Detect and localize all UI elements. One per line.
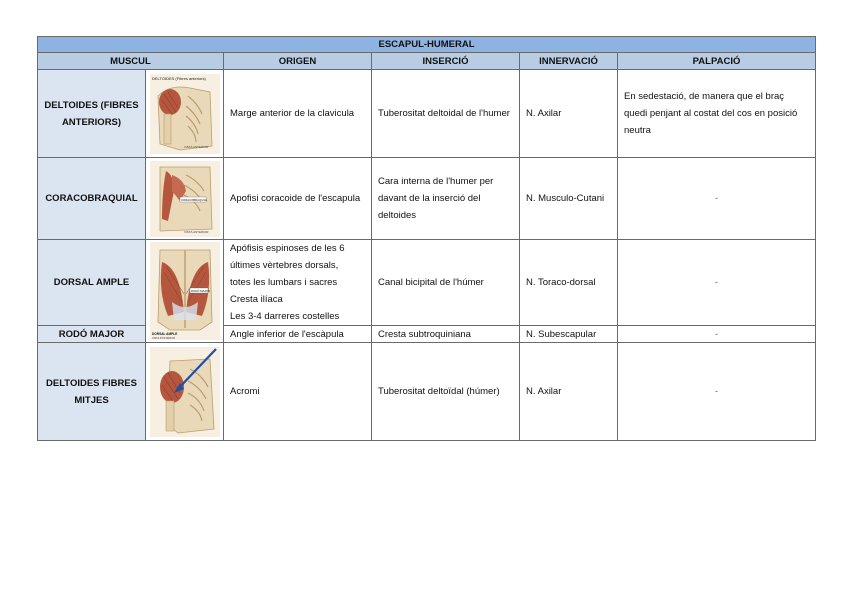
insercio-cell: Canal bicipital de l'húmer (372, 240, 520, 326)
innervacio-cell: N. Toraco-dorsal (520, 240, 618, 326)
palpacio-cell: - (618, 240, 816, 326)
anatomy-image-cell (146, 70, 224, 158)
table-row (38, 240, 816, 326)
origen-line: Les 3-4 darreres costelles (230, 311, 340, 322)
svg-text:VISTA POSTERIOR: VISTA POSTERIOR (151, 337, 175, 340)
palpacio-cell: En sedestació, de manera que el braç quedi penjant al costat del cos en posició neutra (618, 70, 816, 158)
muscle-table (37, 36, 816, 441)
svg-text:VISTA ANTERIOR: VISTA ANTERIOR (183, 229, 208, 234)
innervacio-cell: N. Musculo-Cutani (520, 158, 618, 240)
coracobrachialis-illustration (150, 161, 220, 237)
origen-line: totes les lumbars i sacres (230, 277, 338, 288)
origen-cell: Acromi (224, 343, 372, 441)
palpacio-cell: - (618, 158, 816, 240)
anatomy-image-cell (146, 240, 224, 343)
origen-line: Apófisis espinoses de les 6 (230, 243, 345, 254)
origen-line: Cresta ilíaca (230, 294, 283, 305)
insercio-cell: Tuberositat deltoïdal (húmer) (372, 343, 520, 441)
table-row (38, 343, 816, 441)
svg-text:DELTOIDES (Fibres anteriors): DELTOIDES (Fibres anteriors) (151, 75, 206, 81)
innervacio-cell: N. Subescapular (520, 326, 618, 343)
deltoid-anterior-illustration (150, 74, 220, 154)
insercio-cell: Cresta subtroquiniana (372, 326, 520, 343)
table-row (38, 70, 816, 158)
header-insercio: INSERCIÓ (372, 53, 520, 70)
insercio-cell: Cara interna de l'humer per davant de la inserció del deltoides (372, 158, 520, 240)
origen-cell (224, 240, 372, 326)
insercio-cell: Tuberositat deltoidal de l'humer (372, 70, 520, 158)
svg-text:RODÓ MAJOR: RODÓ MAJOR (190, 288, 210, 293)
anatomy-image-cell (146, 158, 224, 240)
table-header-row (38, 53, 816, 70)
innervacio-cell: N. Axilar (520, 70, 618, 158)
anatomy-image-cell (146, 343, 224, 441)
origen-cell: Apofisi coracoide de l'escapula (224, 158, 372, 240)
svg-text:CORACOBRAQUIAL: CORACOBRAQUIAL (180, 197, 207, 202)
muscle-name: RODÓ MAJOR (38, 326, 146, 343)
dorsal-ample-illustration (150, 242, 220, 340)
palpacio-cell: - (618, 326, 816, 343)
header-origen: ORIGEN (224, 53, 372, 70)
header-muscul: MUSCUL (38, 53, 224, 70)
muscle-name: DELTOIDES FIBRES MITJES (38, 343, 146, 441)
header-palpacio: PALPACIÓ (618, 53, 816, 70)
muscle-name: DORSAL AMPLE (38, 240, 146, 326)
table-title-row (38, 37, 816, 53)
palpacio-cell: - (618, 343, 816, 441)
origen-cell: Angle inferior de l'escàpula (224, 326, 372, 343)
origen-cell: Marge anterior de la clavicula (224, 70, 372, 158)
origen-line: últimes vèrtebres dorsals, (230, 260, 339, 271)
muscle-name: DELTOIDES (FIBRES ANTERIORS) (38, 70, 146, 158)
table-title: ESCAPUL-HUMERAL (38, 37, 816, 53)
table-row (38, 158, 816, 240)
innervacio-cell: N. Axilar (520, 343, 618, 441)
svg-text:DORSAL AMPLE: DORSAL AMPLE (151, 332, 177, 336)
deltoid-middle-illustration (150, 347, 220, 437)
muscle-name: CORACOBRAQUIAL (38, 158, 146, 240)
header-innervacio: INNERVACIÓ (520, 53, 618, 70)
svg-text:VISTA ANTERIOR: VISTA ANTERIOR (183, 144, 208, 149)
